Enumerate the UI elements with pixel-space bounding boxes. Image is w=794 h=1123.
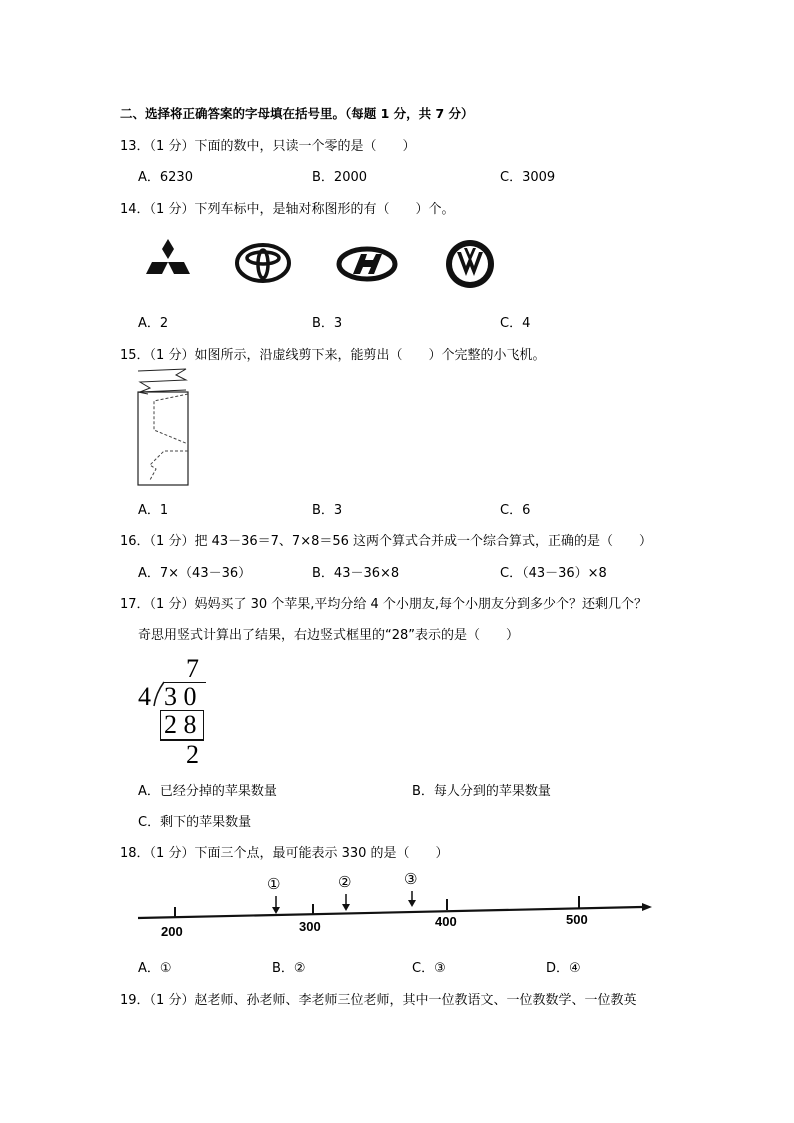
marker-1: ① bbox=[267, 875, 281, 893]
volkswagen-logo-icon bbox=[444, 238, 496, 290]
q18-option-c: C．③ bbox=[412, 961, 446, 976]
q18-option-a: A．① bbox=[138, 961, 172, 976]
division-product: 2 8 bbox=[164, 710, 197, 739]
q17-option-c: C．剩下的苹果数量 bbox=[138, 815, 252, 830]
question-17-stem-line2: 奇思用竖式计算出了结果，右边竖式框里的“28”表示的是（ ） bbox=[138, 628, 520, 643]
mitsubishi-logo-icon bbox=[140, 235, 200, 285]
q16-option-b: B．43－36×8 bbox=[312, 566, 400, 581]
q13-option-a: A．6230 bbox=[138, 170, 193, 185]
question-13-stem: 13．（1 分）下面的数中，只读一个零的是（ ） bbox=[120, 139, 416, 154]
division-quotient: 7 bbox=[186, 654, 199, 683]
toyota-logo-icon bbox=[232, 238, 294, 288]
q15-option-a: A．1 bbox=[138, 503, 169, 518]
q14-option-a: A．2 bbox=[138, 316, 169, 331]
q17-option-a: A．已经分掉的苹果数量 bbox=[138, 784, 277, 799]
question-17-stem-line1: 17．（1 分）妈妈买了 30 个苹果,平均分给 4 个小朋友,每个小朋友分到多少个？还剩几个？ bbox=[120, 597, 648, 612]
division-dividend: 3 0 bbox=[164, 682, 197, 711]
q14-option-b: B．3 bbox=[312, 316, 343, 331]
question-15-stem: 15．（1 分）如图所示，沿虚线剪下来，能剪出（ ）个完整的小飞机。 bbox=[120, 348, 546, 363]
question-19-stem: 19．（1 分）赵老师、孙老师、李老师三位老师，其中一位教语文、一位教数学、一位教英 bbox=[120, 993, 637, 1008]
division-remainder: 2 bbox=[186, 740, 199, 769]
hyundai-logo-icon bbox=[334, 240, 400, 288]
q17-option-b: B．每人分到的苹果数量 bbox=[412, 784, 551, 799]
q18-option-b: B．② bbox=[272, 961, 306, 976]
folded-paper-figure bbox=[136, 368, 194, 488]
question-14-stem: 14．（1 分）下列车标中，是轴对称图形的有（ ）个。 bbox=[120, 202, 455, 217]
division-divisor: 4 bbox=[138, 682, 151, 711]
section-title: 二、选择将正确答案的字母填在括号里。（每题 1 分，共 7 分） bbox=[120, 106, 474, 121]
q16-option-a: A．7×（43－36） bbox=[138, 566, 252, 581]
q13-option-c: C．3009 bbox=[500, 170, 556, 185]
q16-option-c: C．（43－36）×8 bbox=[500, 566, 607, 581]
question-16-stem: 16．（1 分）把 43－36＝7、7×8＝56 这两个算式合并成一个综合算式，正确的是（ ） bbox=[120, 534, 653, 549]
marker-3: ③ bbox=[404, 870, 418, 888]
tick-label-400: 400 bbox=[435, 914, 457, 929]
q15-option-b: B．3 bbox=[312, 503, 343, 518]
q18-option-d: D．④ bbox=[546, 961, 581, 976]
question-18-stem: 18．（1 分）下面三个点，最可能表示 330 的是（ ） bbox=[120, 846, 449, 861]
long-division-figure bbox=[136, 650, 216, 768]
q13-option-b: B．2000 bbox=[312, 170, 368, 185]
q14-option-c: C．4 bbox=[500, 316, 531, 331]
q15-option-c: C．6 bbox=[500, 503, 531, 518]
tick-label-500: 500 bbox=[566, 912, 588, 927]
tick-label-200: 200 bbox=[161, 924, 183, 939]
marker-2: ② bbox=[338, 873, 352, 891]
tick-label-300: 300 bbox=[299, 919, 321, 934]
